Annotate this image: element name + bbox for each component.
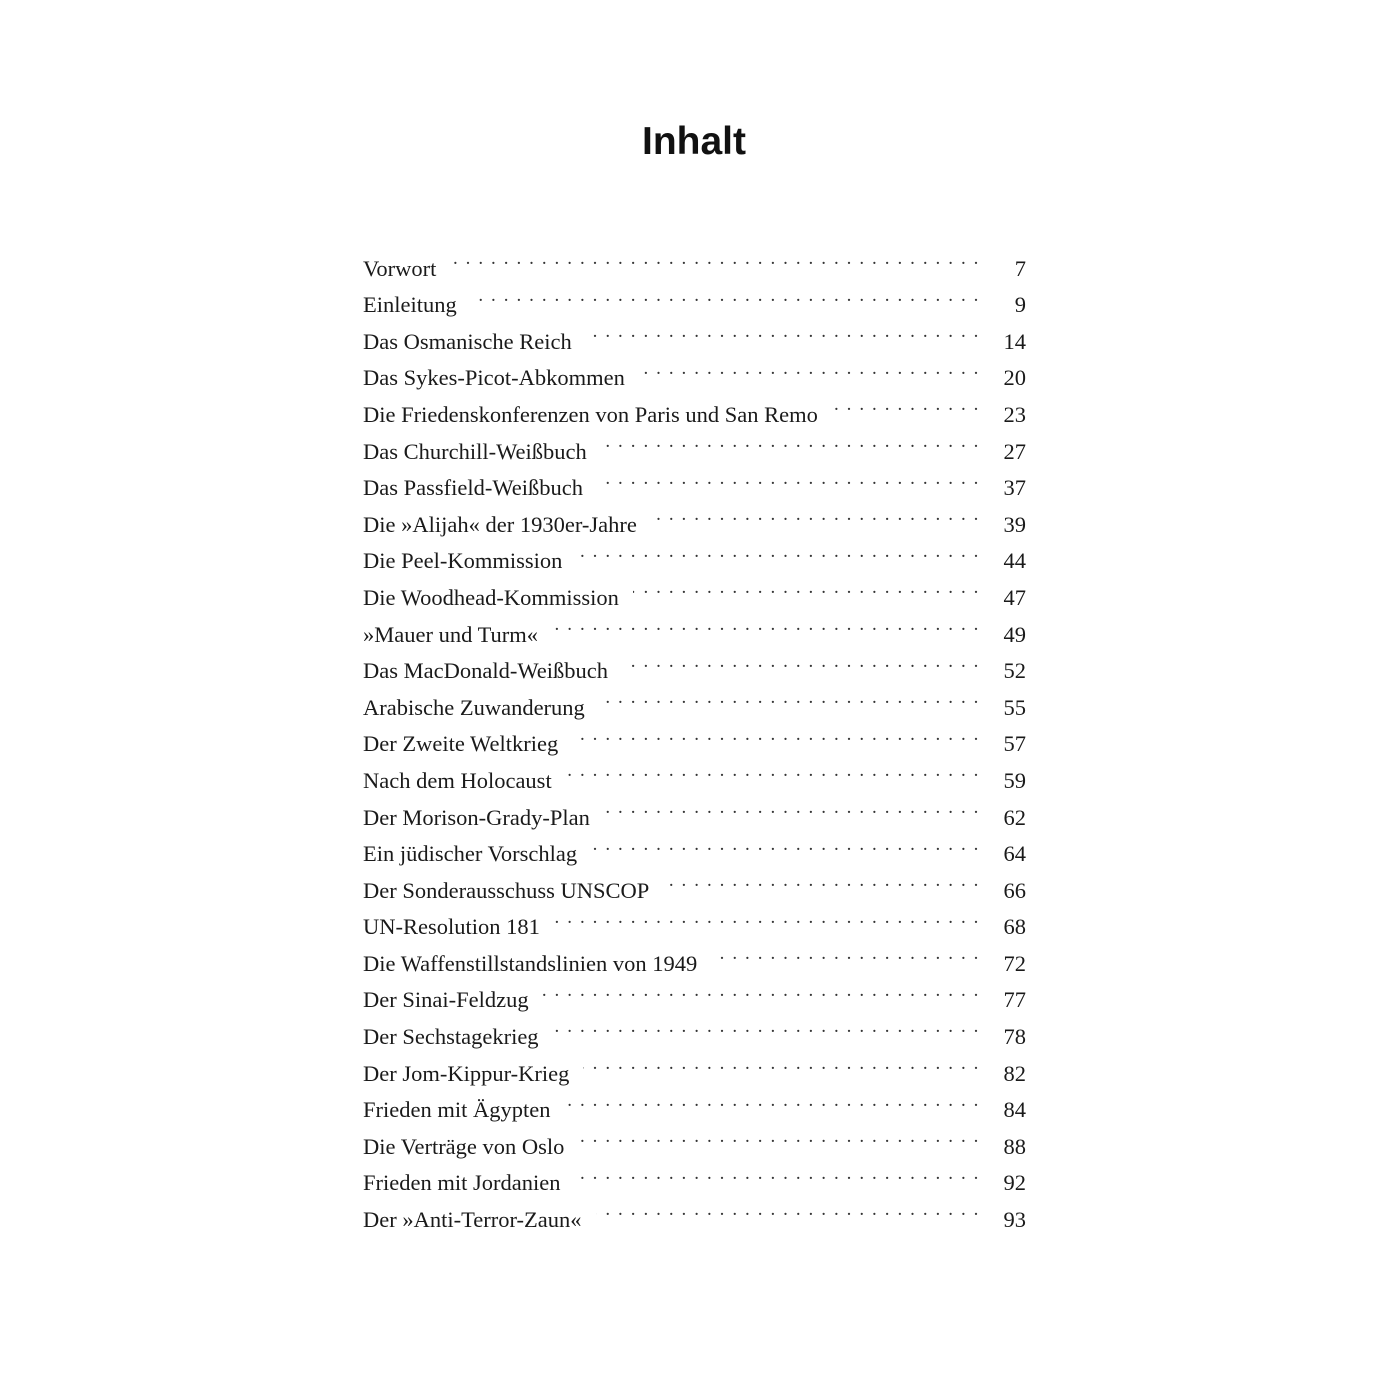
toc-entry-page-number: 52	[1003, 658, 1026, 684]
toc-entry-page-number: 84	[1003, 1097, 1026, 1123]
dot-leader	[586, 312, 980, 349]
toc-entry-label: Die Friedenskonferenzen von Paris und San Remo	[363, 401, 818, 427]
dot-leader	[622, 642, 980, 679]
toc-entry-label: Nach dem Holocaust	[363, 767, 552, 793]
dot-leader	[578, 1117, 980, 1154]
dot-leader	[564, 1081, 980, 1118]
dot-leader	[576, 532, 980, 569]
toc-entry-page-number: 14	[1003, 328, 1026, 354]
toc-entry-label: Ein jüdischer Vorschlag	[363, 841, 578, 867]
dot-leader	[633, 568, 980, 605]
toc-entry-label: UN-Resolution 181	[363, 914, 540, 940]
toc-entry-label: Die Peel-Kommission	[363, 548, 563, 574]
dot-leader	[471, 276, 980, 313]
dot-leader	[591, 825, 980, 862]
dot-leader	[601, 422, 980, 459]
toc-entry-label: Die Waffenstillstandslinien von 1949	[363, 950, 698, 976]
dot-leader	[832, 385, 980, 422]
dot-leader	[566, 751, 980, 788]
toc-entry-label: Frieden mit Ägypten	[363, 1097, 551, 1123]
dot-leader	[651, 495, 980, 532]
dot-leader	[583, 1044, 980, 1081]
toc-entry-page-number: 68	[1003, 914, 1026, 940]
toc-entry-page-number: 64	[1003, 841, 1026, 867]
toc-entry-page-number: 37	[1003, 475, 1026, 501]
page-title: Inhalt	[642, 120, 746, 163]
dot-leader	[711, 934, 980, 971]
toc-entry-page-number: 49	[1003, 621, 1026, 647]
dot-leader	[604, 788, 980, 825]
toc-entry-page-number: 7	[1014, 255, 1026, 281]
toc-entry-page-number: 27	[1003, 438, 1026, 464]
toc-entry-label: Das Churchill-Weißbuch	[363, 438, 587, 464]
toc-entry-label: Der Jom-Kippur-Krieg	[363, 1060, 570, 1086]
dot-leader	[597, 459, 980, 496]
toc-entry-label: Der Zweite Weltkrieg	[363, 731, 559, 757]
dot-leader	[663, 861, 980, 898]
toc-entry-page-number: 77	[1003, 987, 1026, 1013]
dot-leader	[553, 1007, 980, 1044]
toc-entry-label: Der Morison-Grady-Plan	[363, 804, 590, 830]
toc-entry-label: Das Osmanische Reich	[363, 328, 572, 354]
toc-entry-page-number: 66	[1003, 877, 1026, 903]
toc-entry-page-number: 44	[1003, 548, 1026, 574]
toc-entry-page-number: 62	[1003, 804, 1026, 830]
toc-entry-label: Die Woodhead-Kommission	[363, 584, 619, 610]
dot-leader	[599, 678, 980, 715]
toc-entry-page-number: 92	[1003, 1170, 1026, 1196]
toc-entry-page-number: 82	[1003, 1060, 1026, 1086]
toc-entry-label: Der Sinai-Feldzug	[363, 987, 529, 1013]
toc-entry-page-number: 20	[1003, 365, 1026, 391]
toc-entry-page-number: 72	[1003, 950, 1026, 976]
dot-leader	[639, 349, 980, 386]
toc-entry-page-number: 47	[1003, 584, 1026, 610]
dot-leader	[572, 715, 980, 752]
toc-entry-label: Das MacDonald-Weißbuch	[363, 658, 608, 684]
toc-entry-label: Die Verträge von Oslo	[363, 1133, 565, 1159]
dot-leader	[554, 898, 980, 935]
toc-entry	[363, 239, 1026, 281]
toc-entry-page-number: 78	[1003, 1024, 1026, 1050]
toc-entry-page-number: 55	[1003, 694, 1026, 720]
toc-entry-label: Vorwort	[363, 255, 437, 281]
toc-entry-label: Frieden mit Jordanien	[363, 1170, 561, 1196]
dot-leader	[450, 239, 980, 276]
toc-entry-label: Der Sonderausschuss UNSCOP	[363, 877, 650, 903]
dot-leader	[596, 1190, 980, 1227]
dot-leader	[552, 605, 980, 642]
toc-entry-label: Der »Anti-Terror-Zaun«	[363, 1207, 582, 1233]
toc-entry-page-number: 9	[1014, 292, 1026, 318]
toc-entry-page-number: 59	[1003, 767, 1026, 793]
toc-entry-label: Einleitung	[363, 292, 457, 318]
dot-leader	[543, 971, 980, 1008]
toc-entry-label: »Mauer und Turm«	[363, 621, 539, 647]
toc-entry	[363, 276, 1026, 318]
toc-entry-page-number: 88	[1003, 1133, 1026, 1159]
toc-entry-page-number: 93	[1003, 1207, 1026, 1233]
toc-entry-page-number: 39	[1003, 511, 1026, 537]
toc-entry-label: Das Sykes-Picot-Abkommen	[363, 365, 625, 391]
toc-entry-label: Arabische Zuwanderung	[363, 694, 585, 720]
toc-entry-label: Die »Alijah« der 1930er-Jahre	[363, 511, 637, 537]
toc-entry-page-number: 57	[1003, 731, 1026, 757]
toc-entry-label: Der Sechstagekrieg	[363, 1024, 539, 1050]
table-of-contents	[363, 239, 1026, 1233]
toc-entry-label: Das Passfield-Weißbuch	[363, 475, 584, 501]
toc-entry-page-number: 23	[1003, 401, 1026, 427]
dot-leader	[574, 1154, 980, 1191]
